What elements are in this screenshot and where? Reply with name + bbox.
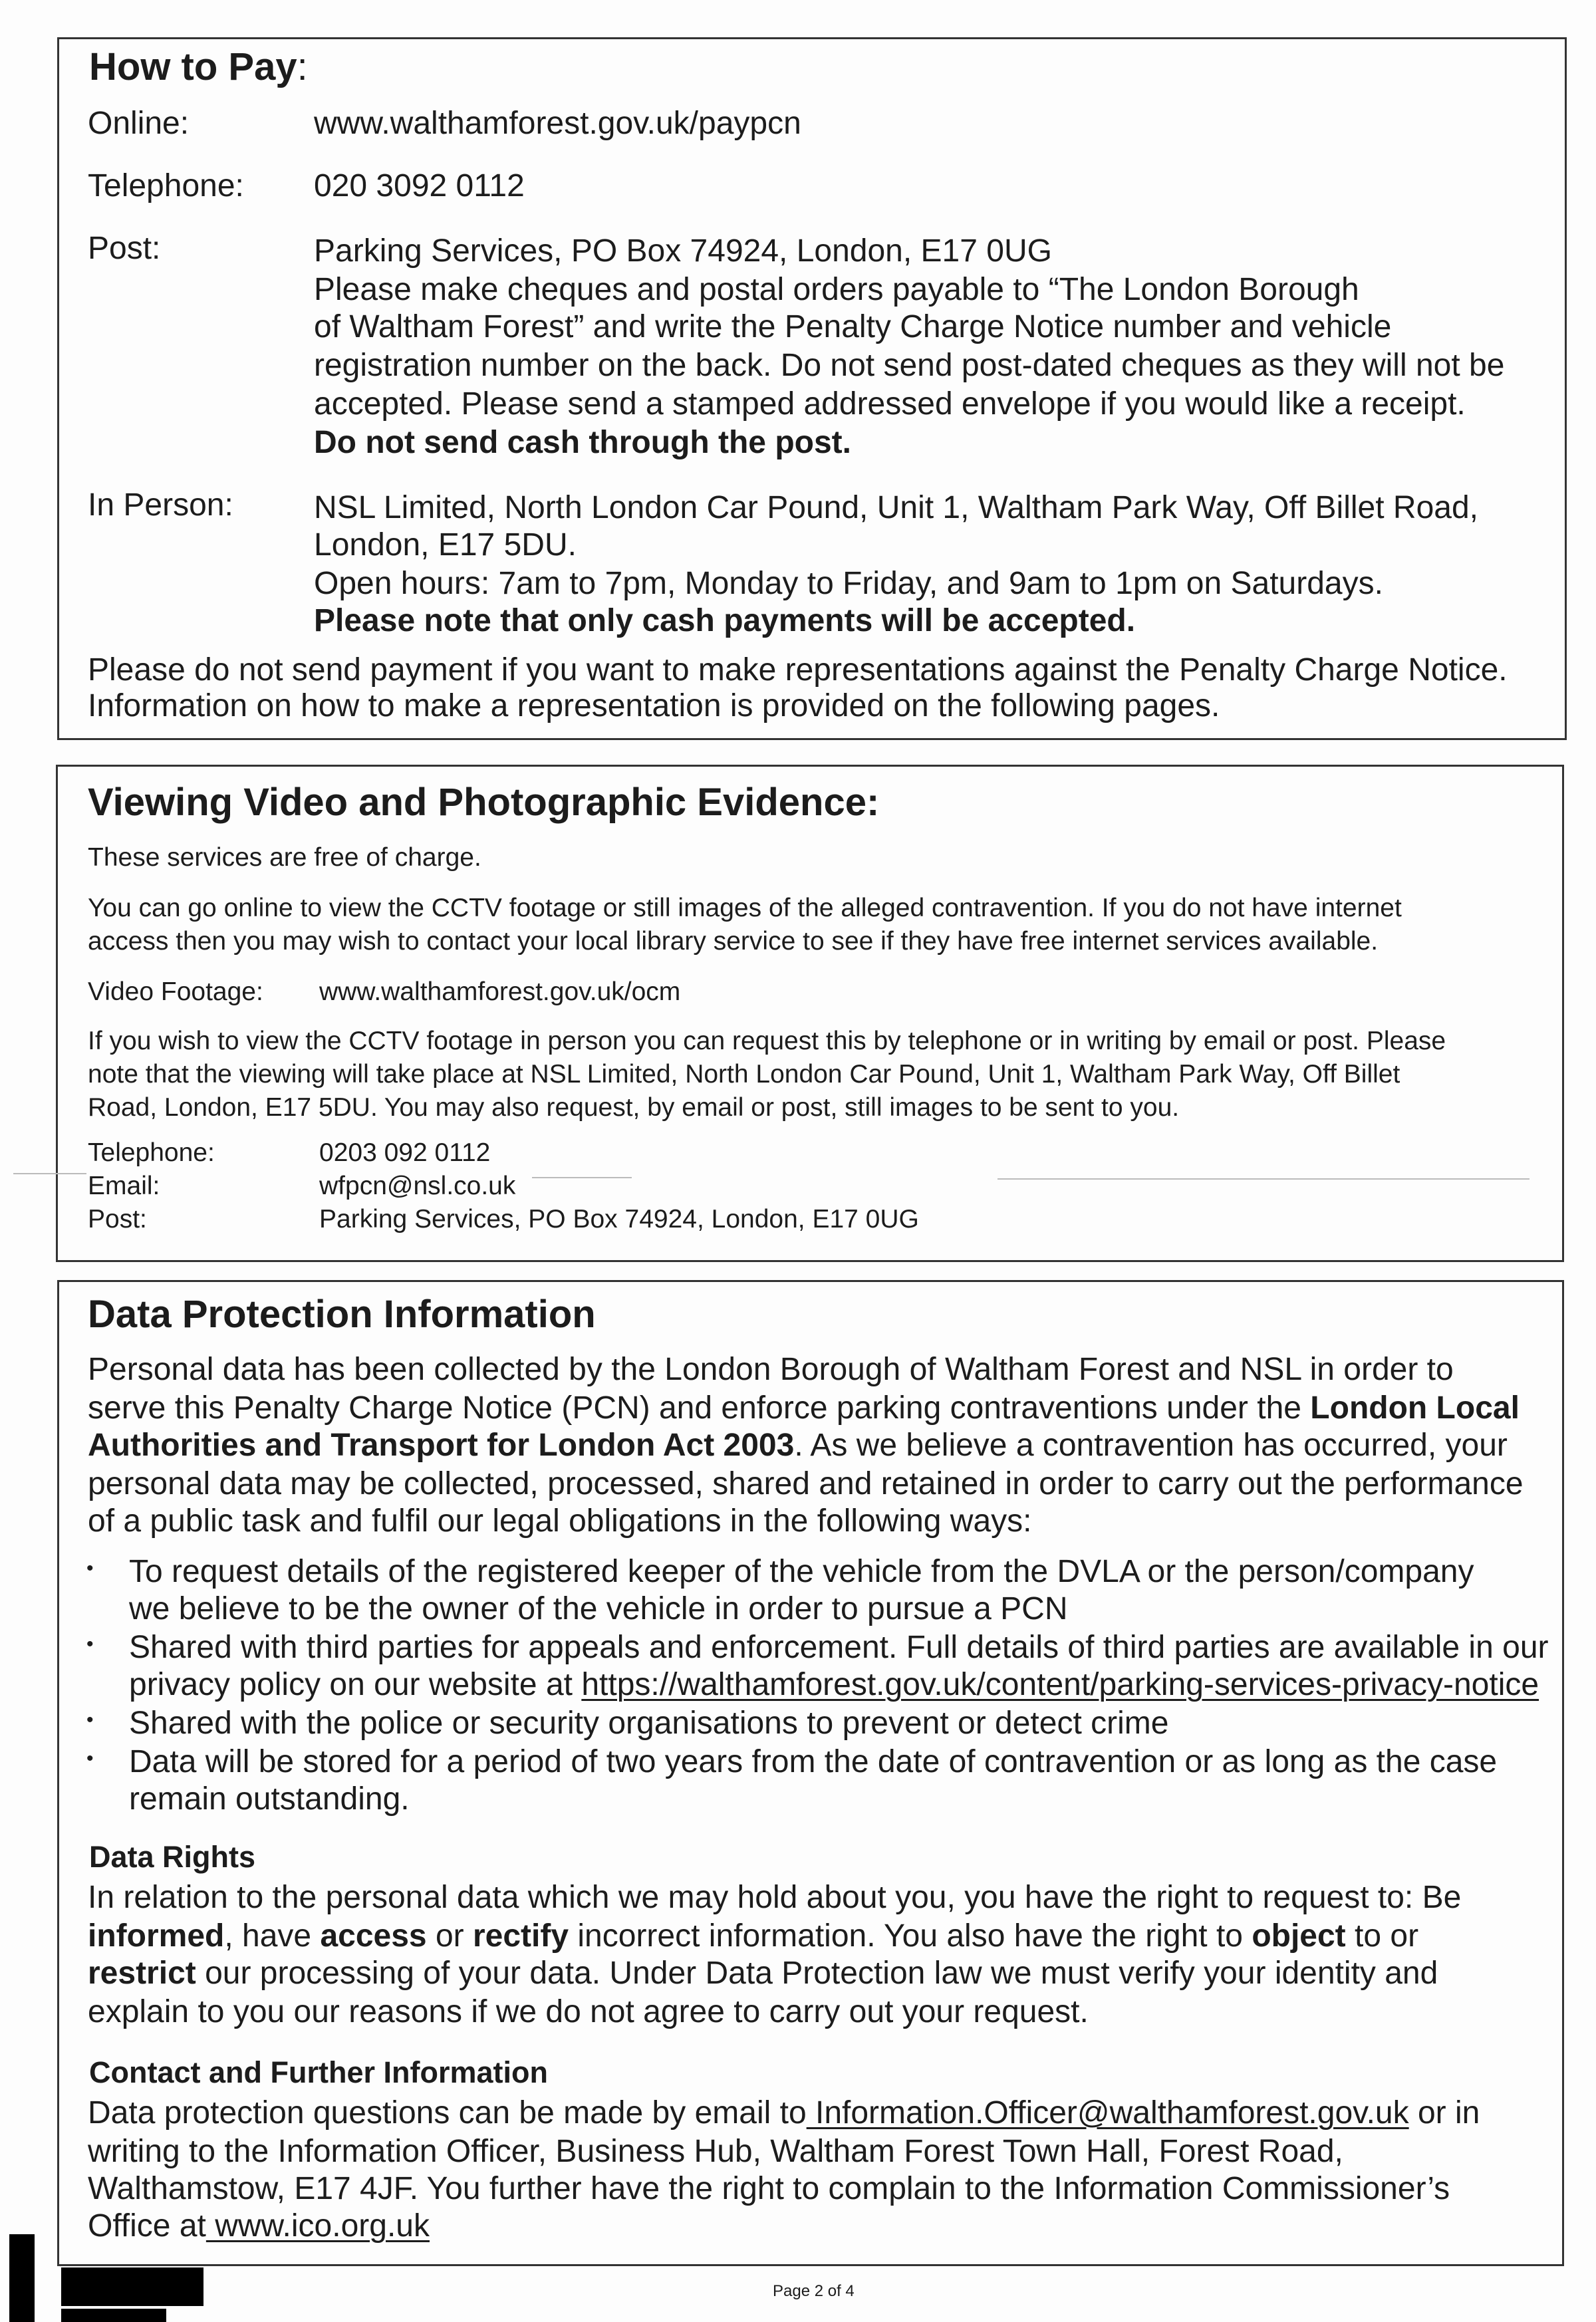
video-email-address[interactable]: wfpcn@nsl.co.uk	[319, 1172, 516, 1200]
ico-website-link[interactable]: www.ico.org.uk	[205, 2208, 430, 2244]
data-rights-heading: Data Rights	[89, 1840, 256, 1874]
dp-intro-line: serve this Penalty Charge Notice (PCN) and enforce parking contraventions under the London Local	[88, 1390, 1520, 1426]
online-view-text-line: access then you may wish to contact your local library service to see if they have free internet services available.	[88, 927, 1379, 956]
post-text-line: of Waltham Forest” and write the Penalty Charge Notice number and vehicle	[314, 309, 1392, 344]
contact-line: writing to the Information Officer, Business Hub, Waltham Forest Town Hall, Forest Road,	[88, 2134, 1343, 2169]
dp-bullet-line: privacy policy on our website at https://walthamforest.gov.uk/content/parking-services-privacy-notice	[129, 1667, 1539, 1702]
dp-bullet-line: Shared with the police or security organisations to prevent or detect crime	[129, 1706, 1169, 1741]
contact-heading: Contact and Further Information	[89, 2055, 548, 2089]
in-person-label: In Person:	[88, 487, 233, 523]
post-text-line: registration number on the back. Do not send post-dated cheques as they will not be	[314, 348, 1505, 383]
redaction-bar	[9, 2234, 35, 2322]
online-view-text-line: You can go online to view the CCTV footage or still images of the alleged contravention. If you do not have internet	[88, 894, 1402, 922]
data-rights-line: In relation to the personal data which we may hold about you, you have the right to request to: Be	[88, 1880, 1462, 1915]
data-rights-line: informed, have access or rectify incorrect information. You also have the right to object to or	[88, 1918, 1419, 1954]
bullet-icon: •	[86, 1747, 94, 1769]
bullet-icon: •	[86, 1709, 94, 1731]
in-person-text-line: London, E17 5DU.	[314, 527, 577, 563]
pay-footer-line: Information on how to make a representation is provided on the following pages.	[88, 688, 1220, 723]
dp-bullet-line: remain outstanding.	[129, 1781, 410, 1817]
post-text-line: accepted. Please send a stamped addressed envelope if you would like a receipt.	[314, 386, 1466, 422]
video-footage-label: Video Footage:	[88, 977, 263, 1006]
dp-intro-line: personal data may be collected, processed, shared and retained in order to carry out the performance	[88, 1466, 1524, 1501]
contact-line: Office at www.ico.org.uk	[88, 2208, 430, 2244]
redaction-bar	[61, 2309, 166, 2322]
online-url[interactable]: www.walthamforest.gov.uk/paypcn	[314, 106, 801, 141]
view-in-person-text-line: Road, London, E17 5DU. You may also request, by email or post, still images to be sent to you.	[88, 1093, 1180, 1122]
in-person-note: Please note that only cash payments will be accepted.	[314, 603, 1136, 638]
scan-line	[13, 1173, 86, 1174]
dp-bullet-line: we believe to be the owner of the vehicle in order to pursue a PCN	[129, 1591, 1068, 1626]
information-officer-email-link[interactable]: Information.Officer@walthamforest.gov.uk	[806, 2095, 1409, 2130]
online-label: Online:	[88, 106, 190, 141]
how-to-pay-heading: How to Pay:	[89, 45, 308, 88]
contact-line: Walthamstow, E17 4JF. You further have the right to complain to the Information Commissioner’s	[88, 2171, 1450, 2206]
bullet-icon: •	[86, 1633, 94, 1655]
privacy-notice-link[interactable]: https://walthamforest.gov.uk/content/parking-services-privacy-notice	[581, 1667, 1539, 1702]
data-rights-line: explain to you our reasons if we do not agree to carry out your request.	[88, 1994, 1089, 2029]
post-address: Parking Services, PO Box 74924, London, E17 0UG	[314, 233, 1052, 269]
scan-line	[532, 1177, 632, 1178]
redaction-bar	[61, 2267, 203, 2306]
viewing-evidence-section	[56, 765, 1564, 1262]
dp-bullet-line: To request details of the registered keeper of the vehicle from the DVLA or the person/company	[129, 1554, 1474, 1589]
contact-line: Data protection questions can be made by email to Information.Officer@walthamforest.gov.uk or in	[88, 2095, 1480, 2130]
telephone-number: 020 3092 0112	[314, 168, 525, 203]
dp-intro-line: of a public task and fulfil our legal obligations in the following ways:	[88, 1503, 1032, 1539]
video-telephone-number: 0203 092 0112	[319, 1138, 491, 1167]
post-text-line: Please make cheques and postal orders payable to “The London Borough	[314, 272, 1359, 307]
open-hours: Open hours: 7am to 7pm, Monday to Friday, and 9am to 1pm on Saturdays.	[314, 566, 1383, 601]
viewing-evidence-heading: Viewing Video and Photographic Evidence:	[88, 781, 880, 824]
post-warning: Do not send cash through the post.	[314, 425, 851, 460]
page-number: Page 2 of 4	[773, 2282, 855, 2300]
data-rights-line: restrict our processing of your data. Under Data Protection law we must verify your identity and	[88, 1956, 1438, 1991]
dp-bullet-line: Data will be stored for a period of two years from the date of contravention or as long as the case	[129, 1744, 1498, 1779]
free-of-charge-text: These services are free of charge.	[88, 843, 481, 872]
video-footage-url[interactable]: www.walthamforest.gov.uk/ocm	[319, 977, 681, 1006]
view-in-person-text-line: If you wish to view the CCTV footage in person you can request this by telephone or in writing by email or post. Please	[88, 1027, 1446, 1055]
video-post-label: Post:	[88, 1205, 147, 1233]
telephone-label: Telephone:	[88, 168, 244, 203]
in-person-address: NSL Limited, North London Car Pound, Unit 1, Waltham Park Way, Off Billet Road,	[314, 490, 1478, 525]
dp-intro-line: Authorities and Transport for London Act 2003. As we believe a contravention has occurred, your	[88, 1428, 1508, 1463]
bullet-icon: •	[86, 1557, 94, 1579]
dp-intro-line: Personal data has been collected by the London Borough of Waltham Forest and NSL in order to	[88, 1352, 1454, 1387]
dp-bullet-line: Shared with third parties for appeals and enforcement. Full details of third parties are available in our	[129, 1630, 1549, 1665]
video-email-label: Email:	[88, 1172, 160, 1200]
video-telephone-label: Telephone:	[88, 1138, 215, 1167]
video-post-address: Parking Services, PO Box 74924, London, E17 0UG	[319, 1205, 919, 1233]
post-label: Post:	[88, 231, 161, 266]
data-protection-heading: Data Protection Information	[88, 1293, 596, 1336]
scan-line	[998, 1178, 1530, 1180]
pay-footer-line: Please do not send payment if you want to make representations against the Penalty Charge Notice.	[88, 652, 1508, 688]
view-in-person-text-line: note that the viewing will take place at NSL Limited, North London Car Pound, Unit 1, Waltham Park Way, Off Billet	[88, 1060, 1400, 1089]
